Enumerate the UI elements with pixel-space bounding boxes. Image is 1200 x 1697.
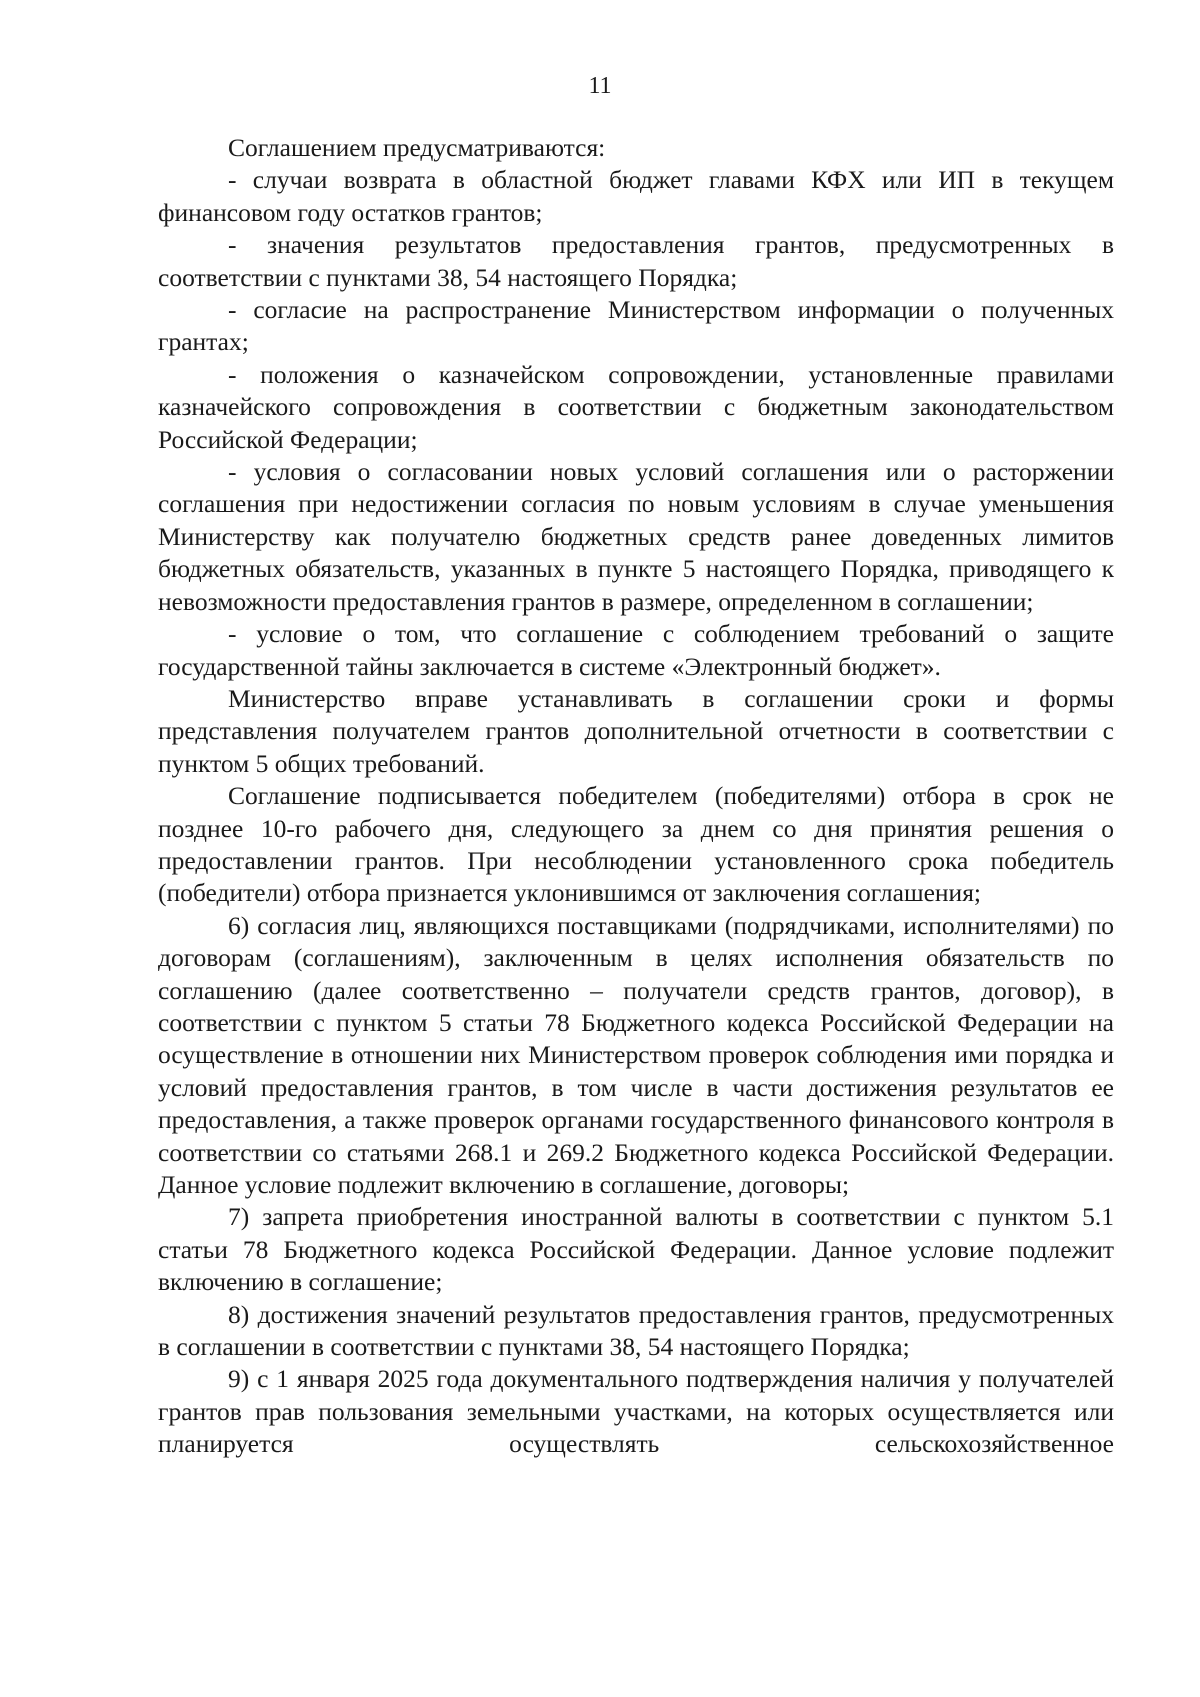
document-body — [158, 132, 1114, 1461]
paragraph: 8) достижения значений результатов предоставления грантов, предусмотренных в соглашении в соответствии с пунктами 38, 54 настоящего Порядка; — [158, 1299, 1114, 1362]
paragraph: 7) запрета приобретения иностранной валюты в соответствии с пунктом 5.1 статьи 78 Бюджетного кодекса Российской Федерации. Данное условие подлежит включению в соглашение; — [158, 1202, 1114, 1297]
paragraph: Министерство вправе устанавливать в соглашении сроки и формы представления получателем грантов дополнительной отчетности в соответствии с пунктом 5 общих требований. — [158, 683, 1114, 778]
paragraph: 9) с 1 января 2025 года документального подтверждения наличия у получателей грантов прав пользования земельными участками, на которых осуществляется или планируется осуществлять сельскохозяйственное — [158, 1364, 1114, 1459]
paragraph: - положения о казначейском сопровождении, установленные правилами казначейского сопровождения в соответствии с бюджетным законодательством Российской Федерации; — [158, 359, 1114, 454]
paragraph: - условие о том, что соглашение с соблюдением требований о защите государственной тайны заключается в системе «Электронный бюджет». — [158, 619, 1114, 681]
paragraph: - значения результатов предоставления грантов, предусмотренных в соответствии с пунктами 38, 54 настоящего Порядка; — [158, 230, 1114, 292]
paragraph: Соглашение подписывается победителем (победителями) отбора в срок не позднее 10-го рабочего дня, следующего за днем со дня принятия решения о предоставлении грантов. При несоблюдении установленного срока победитель (победители) отбора признается уклонившимся от заключения соглашения; — [158, 781, 1114, 908]
paragraph: - случаи возврата в областной бюджет главами КФХ или ИП в текущем финансовом году остатков грантов; — [158, 165, 1114, 227]
page-number: 11 — [588, 73, 612, 99]
paragraph: 6) согласия лиц, являющихся поставщиками (подрядчиками, исполнителями) по договорам (соглашениям), заключенным в целях исполнения обязательств по соглашению (далее соответственно – получатели средств грантов, договор), в соответствии с пунктом 5 статьи 78 Бюджетного кодекса Российской Федерации на осуществление в отношении них Министерством проверок соблюдения ими порядка и условий предоставления грантов, в том числе в части достижения результатов ее предоставления, а также проверок органами государственного финансового контроля в соответствии со статьями 268.1 и 269.2 Бюджетного кодекса Российской Федерации. Данное условие подлежит включению в соглашение, договоры; — [158, 910, 1114, 1199]
paragraph: - согласие на распространение Министерством информации о полученных грантах; — [158, 295, 1114, 357]
paragraph: - условия о согласовании новых условий соглашения или о расторжении соглашения при недостижении согласия по новым условиям в случае уменьшения Министерству как получателю бюджетных средств ранее доведенных лимитов бюджетных обязательств, указанных в пункте 5 настоящего Порядка, приводящего к невозможности предоставления грантов в размере, определенном в соглашении; — [158, 457, 1114, 616]
paragraph: Соглашением предусматриваются: — [228, 133, 606, 162]
